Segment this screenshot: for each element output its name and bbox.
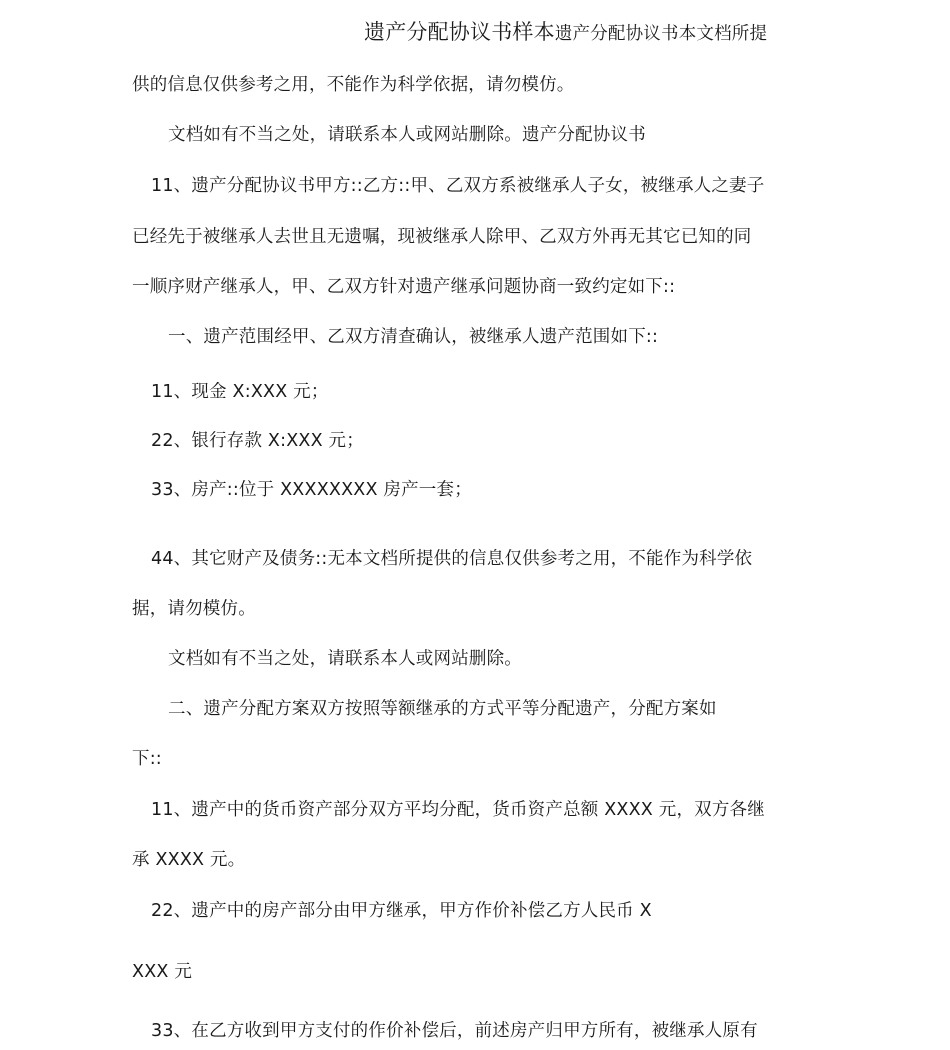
list-item: 11、遗产中的货币资产部分双方平均分配，货币资产总额 XXXX 元，双方各继: [151, 800, 765, 820]
paragraph-line: 承 XXXX 元。: [132, 850, 246, 870]
paragraph-line: 供的信息仅供参考之用，不能作为科学依据，请勿模仿。: [132, 75, 575, 95]
paragraph-line: 据，请勿模仿。: [132, 599, 256, 619]
paragraph-line: 11、遗产分配协议书甲方::乙方::甲、乙双方系被继承人子女，被继承人之妻子: [151, 176, 765, 196]
paragraph-line: XXX 元: [132, 962, 193, 982]
section-heading: 二、遗产分配方案双方按照等额继承的方式平等分配遗产，分配方案如: [168, 699, 717, 719]
list-item: 22、银行存款 X:XXX 元；: [151, 431, 364, 451]
list-item: 33、房产::位于 XXXXXXXX 房产一套；: [151, 480, 472, 500]
paragraph-line: 文档如有不当之处，请联系本人或网站删除。: [168, 649, 522, 669]
list-item: 44、其它财产及债务::无本文档所提供的信息仅供参考之用，不能作为科学依: [151, 549, 753, 569]
document-title: [364, 20, 767, 46]
paragraph-line: 已经先于被继承人去世且无遗嘱，现被继承人除甲、乙双方外再无其它已知的同: [132, 227, 752, 247]
title-main: 遗产分配协议书样本: [364, 20, 555, 44]
section-heading: 一、遗产范围经甲、乙双方清查确认，被继承人遗产范围如下::: [168, 327, 659, 347]
paragraph-line: 一顺序财产继承人，甲、乙双方针对遗产继承问题协商一致约定如下::: [132, 277, 676, 297]
list-item: 33、在乙方收到甲方支付的作价补偿后，前述房产归甲方所有，被继承人原有: [151, 1021, 758, 1041]
list-item: 11、现金 X:XXX 元；: [151, 382, 329, 402]
list-item: 22、遗产中的房产部分由甲方继承，甲方作价补偿乙方人民币 X: [151, 901, 652, 921]
paragraph-line: 文档如有不当之处，请联系本人或网站删除。遗产分配协议书: [168, 125, 646, 145]
title-continuation: 遗产分配协议书本文档所提: [554, 24, 768, 44]
paragraph-line: 下::: [132, 749, 162, 769]
